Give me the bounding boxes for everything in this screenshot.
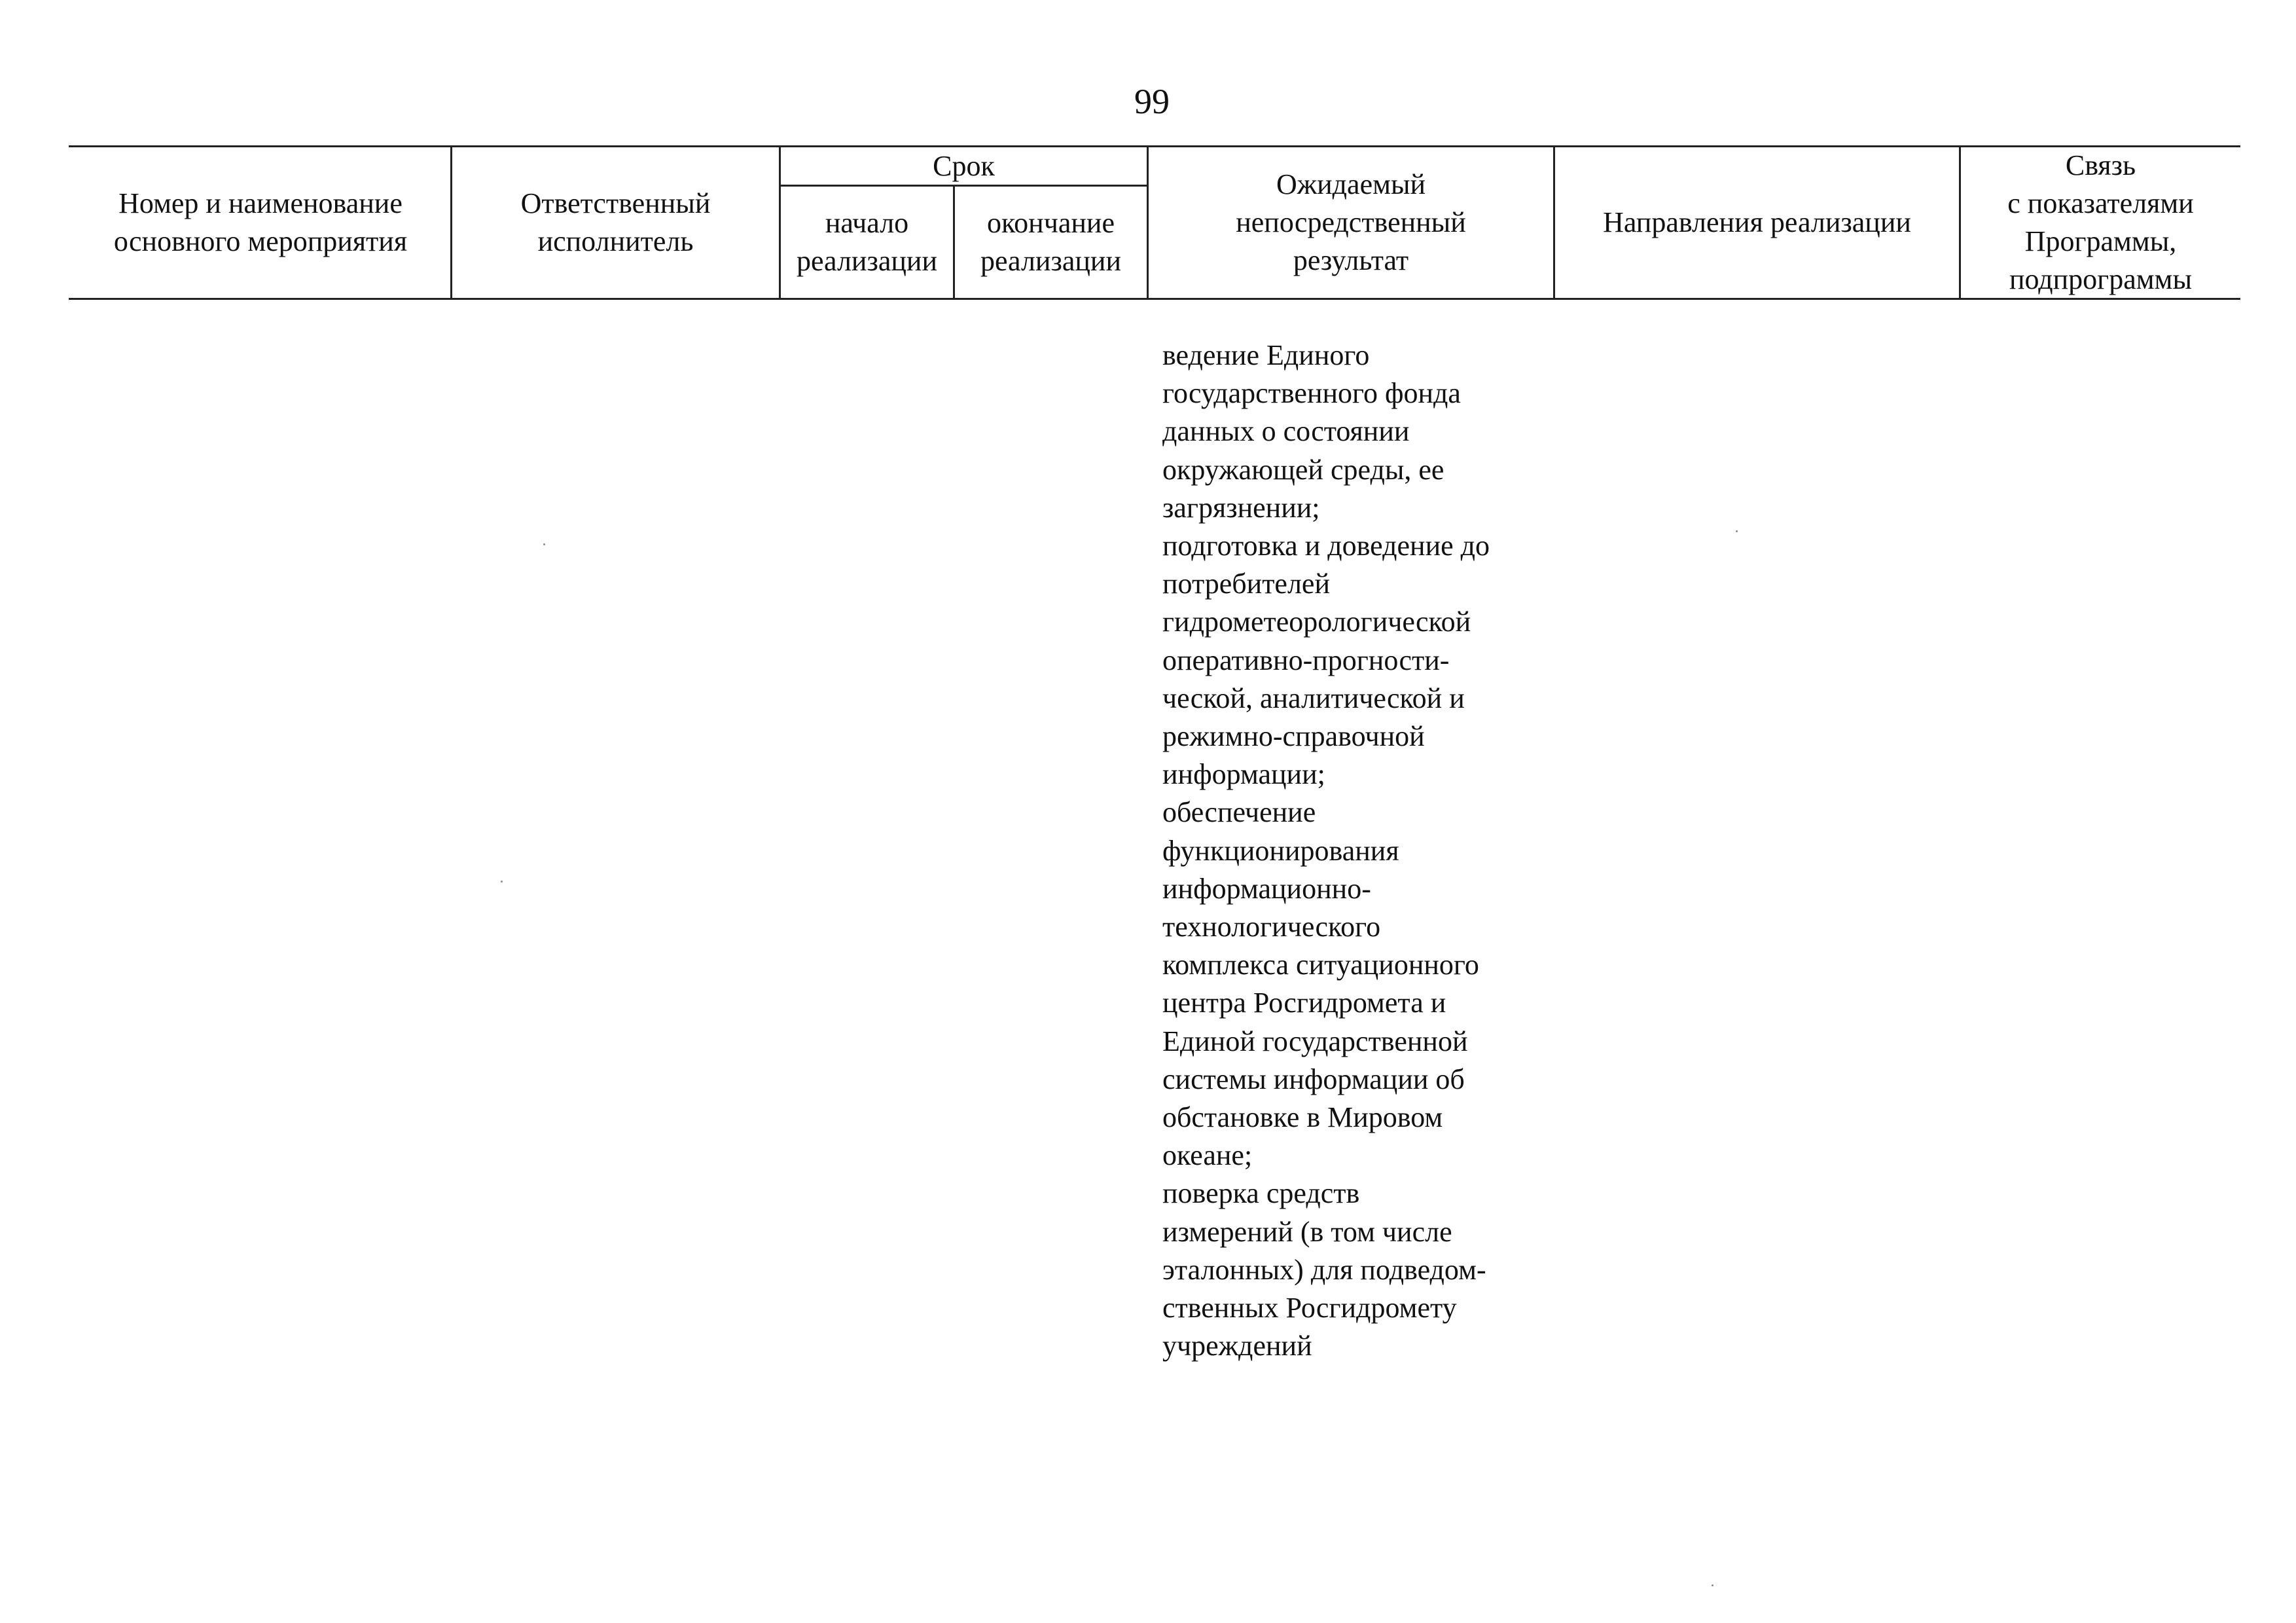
expected-result-cell — [1162, 337, 1490, 1365]
scan-speck — [501, 881, 503, 883]
expected-result-line: центра Росгидромета и — [1162, 987, 1446, 1019]
header-responsible — [452, 147, 779, 298]
scan-speck — [1712, 1584, 1713, 1586]
header-term-start-line-1: начало — [825, 207, 909, 239]
header-expected-result-line-3: результат — [1293, 244, 1409, 276]
header-directions-line-1: Направления реализации — [1603, 206, 1911, 238]
expected-result-line: океане; — [1162, 1139, 1253, 1172]
scan-speck — [1736, 530, 1738, 532]
header-main-activity-line-2: основного мероприятия — [113, 225, 408, 257]
expected-result-line: данных о состоянии — [1162, 415, 1410, 448]
expected-result-line: учреждений — [1162, 1330, 1312, 1362]
expected-result-line: информации; — [1162, 758, 1325, 791]
header-expected-result — [1149, 147, 1553, 298]
expected-result-line: функционирования — [1162, 834, 1399, 867]
expected-result-line: комплекса ситуационного — [1162, 949, 1479, 981]
page-number: 99 — [1134, 82, 1170, 121]
table-header-bottom-rule — [69, 298, 2240, 300]
header-main-activity-line-1: Номер и наименование — [118, 187, 403, 219]
header-term-end — [955, 187, 1147, 298]
header-indicators-link-line-1: Связь — [2065, 149, 2136, 181]
expected-result-line: подготовка и доведение до — [1162, 530, 1490, 562]
expected-result-line: измерений (в том числе — [1162, 1215, 1452, 1248]
expected-result-line: Единой государственной — [1162, 1025, 1468, 1057]
expected-result-line: потребителей — [1162, 568, 1330, 600]
header-responsible-line-1: Ответственный — [520, 187, 711, 219]
header-indicators-link-line-4: подпрограммы — [2009, 263, 2193, 295]
expected-result-line: информационно- — [1162, 872, 1371, 905]
header-term-label: Срок — [933, 149, 995, 182]
expected-result-line: ственных Росгидромету — [1162, 1292, 1457, 1324]
header-main-activity — [71, 147, 450, 298]
expected-result-line: государственного фонда — [1162, 377, 1461, 410]
expected-result-line: ведение Единого — [1162, 339, 1370, 371]
header-responsible-line-2: исполнитель — [537, 225, 694, 257]
expected-result-line: гидрометеорологической — [1162, 606, 1471, 638]
header-term-start-line-2: реализации — [796, 245, 938, 277]
scan-speck — [543, 543, 545, 545]
header-indicators-link — [1961, 147, 2240, 298]
header-directions — [1555, 147, 1959, 298]
expected-result-line: технологического — [1162, 911, 1381, 943]
expected-result-line: ческой, аналитической и — [1162, 682, 1465, 714]
header-expected-result-line-1: Ожидаемый — [1276, 168, 1426, 200]
header-term-start — [781, 187, 953, 298]
expected-result-line: окружающей среды, ее — [1162, 453, 1444, 486]
expected-result-line: поверка средств — [1162, 1177, 1360, 1210]
header-indicators-link-line-2: с показателями — [2007, 187, 2194, 219]
header-term-end-line-2: реализации — [980, 245, 1122, 277]
expected-result-line: оперативно-прогности- — [1162, 644, 1450, 676]
header-term — [781, 147, 1147, 185]
expected-result-line: обстановке в Мировом — [1162, 1101, 1443, 1134]
expected-result-line: загрязнении; — [1162, 491, 1320, 524]
expected-result-line: режимно-справочной — [1162, 720, 1425, 753]
expected-result-line: обеспечение — [1162, 796, 1316, 829]
header-expected-result-line-2: непосредственный — [1236, 206, 1466, 238]
header-indicators-link-line-3: Программы, — [2024, 225, 2177, 257]
header-term-end-line-1: окончание — [987, 207, 1115, 239]
expected-result-line: системы информации об — [1162, 1063, 1465, 1095]
expected-result-line: эталонных) для подведом- — [1162, 1253, 1486, 1286]
